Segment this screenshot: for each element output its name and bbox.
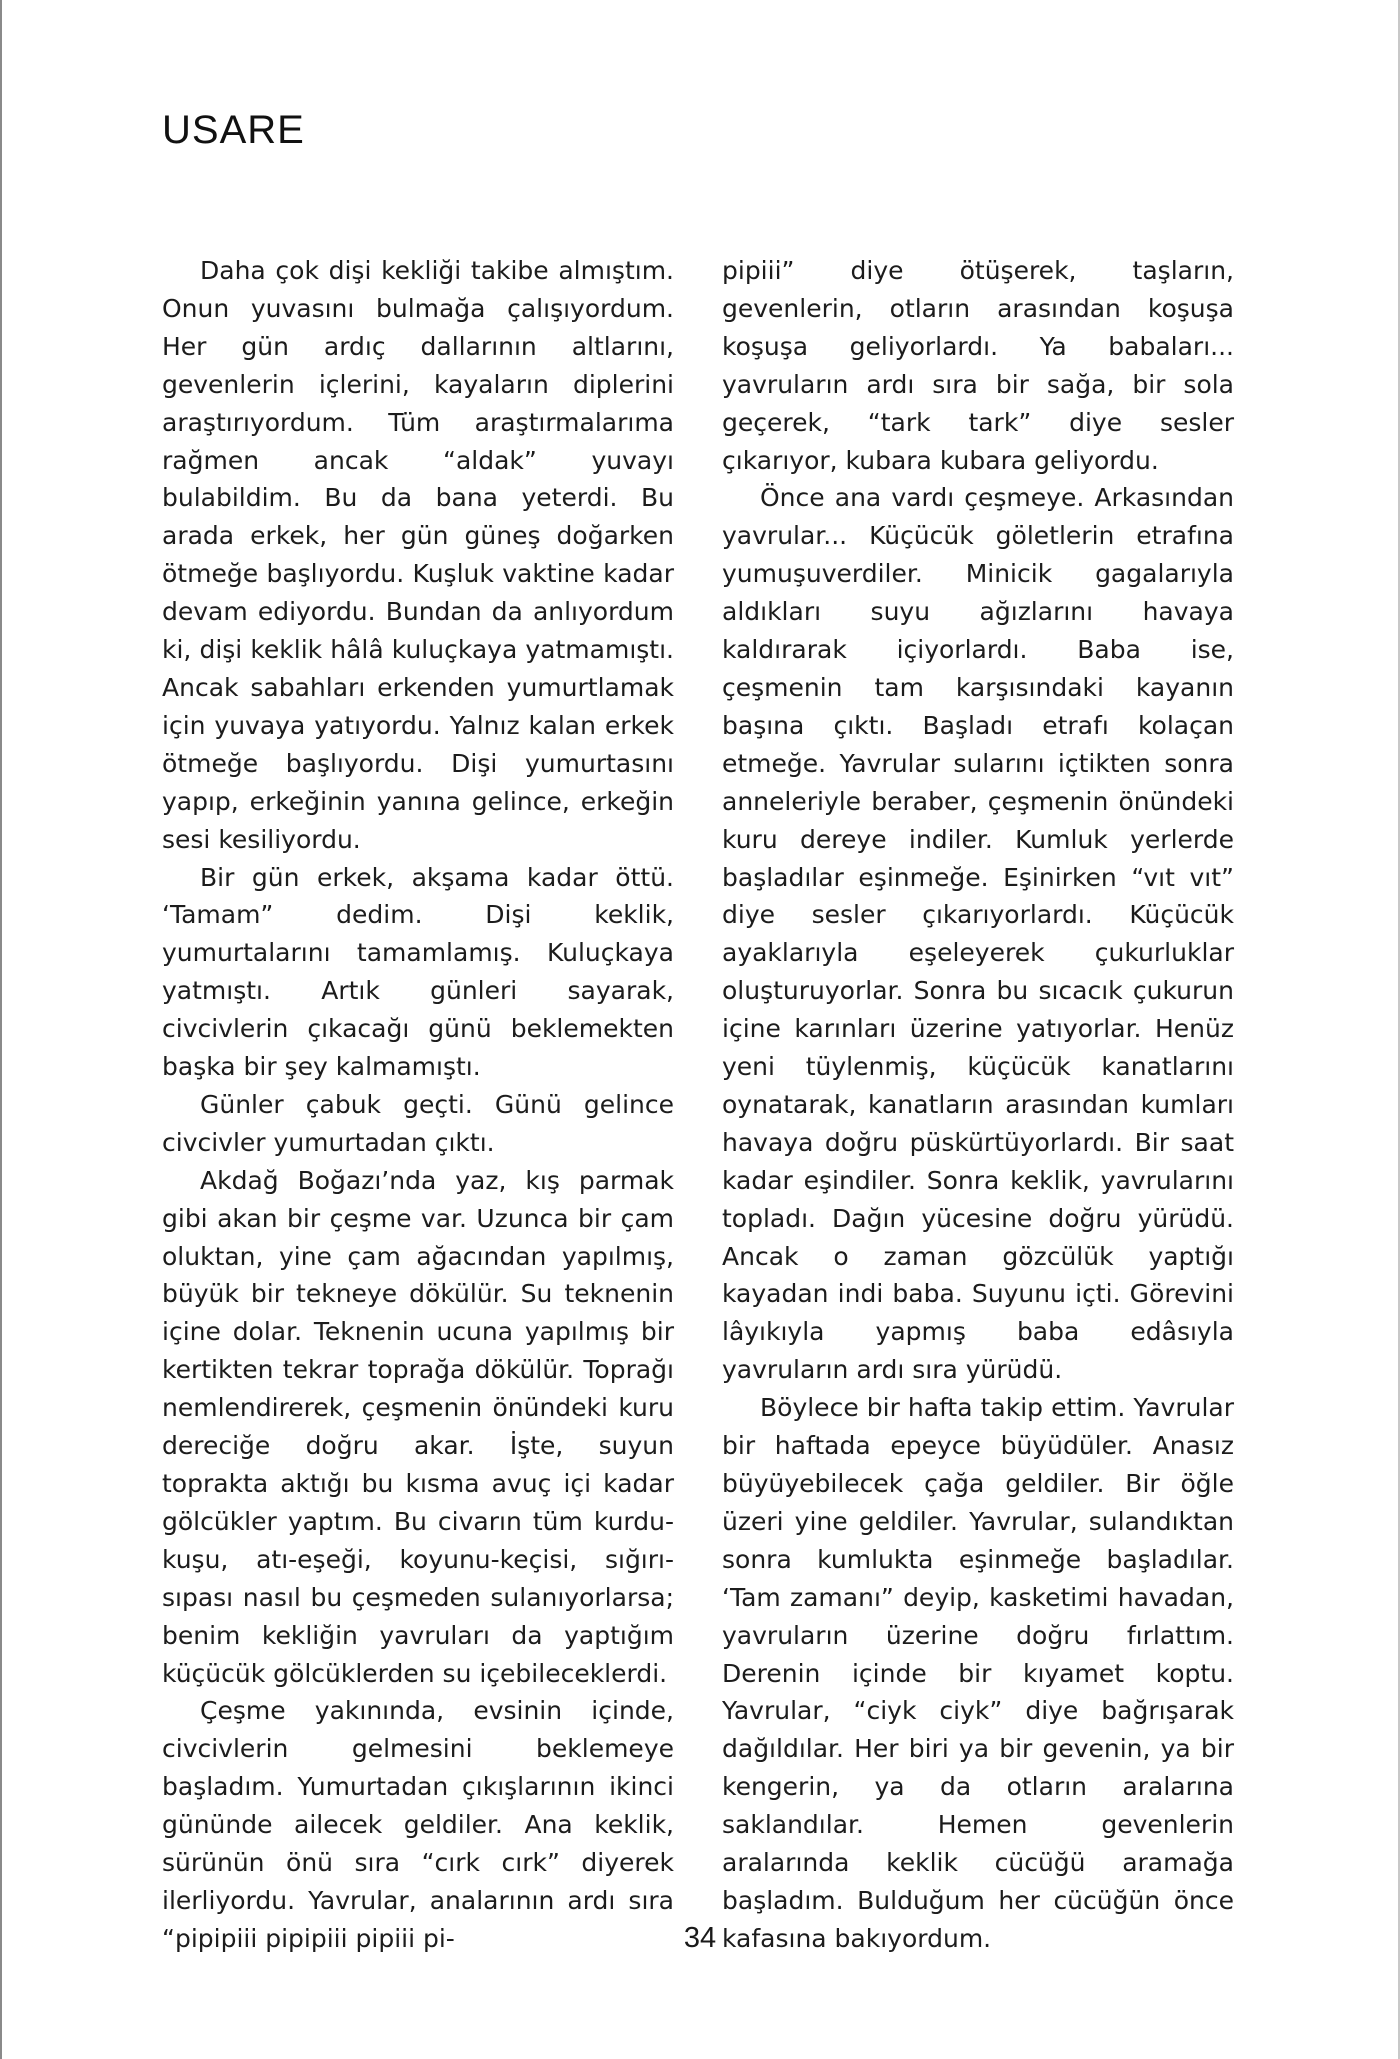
left-column: [162, 252, 674, 1958]
paragraph: Önce ana vardı çeşmeye. Arkasından yavrular... Küçücük göletlerin etrafına yumuşuverdiler. Minicik gagalarıyla aldıkları suyu ağızlarını havaya kaldırarak içiyorlardı. Baba ise, çeşmenin tam karşısındaki kayanın başına çıktı. Başladı etrafı kolaçan etmeğe. Yavrular sularını içtikten sonra anneleriyle beraber, çeşmenin önündeki kuru dereye indiler. Kumluk yerlerde başladılar eşinmeğe. Eşinirken “vıt vıt” diye sesler çıkarıyorlardı. Küçücük ayaklarıyla eşeleyerek çukurluklar oluşturuyorlar. Sonra bu sıcacık çukurun içine karınları üzerine yatıyorlar. Henüz yeni tüylenmiş, küçücük kanatlarını oynatarak, kanatların arasından kumları havaya doğru püskürtüyorlardı. Bir saat kadar eşindiler. Sonra keklik, yavrularını topladı. Dağın yücesine doğru yürüdü. Ancak o zaman gözcülük yaptığı kayadan indi baba. Suyunu içti. Görevini lâyıkıyla yapmış baba edâsıyla yavruların ardı sıra yürüdü.: [722, 483, 1234, 1385]
paragraph: Bir gün erkek, akşama kadar öttü. ‘Tamam” dedim. Dişi keklik, yumurtalarını tamamlamış. Kuluçkaya yatmıştı. Artık günleri sayarak, civcivlerin çıkacağı günü beklemekten başka bir şey kalmamıştı.: [162, 862, 674, 1082]
paragraph: Böylece bir hafta takip ettim. Yavrular bir haftada epeyce büyüdüler. Anasız büyüyebilecek çağa geldiler. Bir öğle üzeri yine geldiler. Yavrular, sulandıktan sonra kumlukta eşinmeğe başladılar. ‘Tam zamanı” deyip, kasketimi havadan, yavruların üzerine doğru fırlattım. Derenin içinde bir kıyamet koptu. Yavrular, “ciyk ciyk” diye bağrışarak dağıldılar. Her biri ya bir gevenin, ya bir kengerin, ya da otların aralarına saklandılar. Hemen gevenlerin aralarında keklik cücüğü aramağa başladım. Bulduğum her cücüğün önce kafasına bakıyordum.: [722, 1393, 1234, 1953]
paragraph: Akdağ Boğazı’nda yaz, kış parmak gibi akan bir çeşme var. Uzunca bir çam oluktan, yine çam ağacından yapılmış, büyük bir tekneye dökülür. Su teknenin içine dolar. Teknenin ucuna yapılmış bir kertikten tekrar toprağa dökülür. Toprağı nemlendirerek, çeşmenin önündeki kuru dereciğe doğru akar. İşte, suyun toprakta aktığı bu kısma avuç içi kadar gölcükler yaptım. Bu civarın tüm kurdu-kuşu, atı-eşeği, koyunu-keçisi, sığırı-sıpası nasıl bu çeşmeden sulanıyorlarsa; benim kekliğin yavruları da yaptığım küçücük gölcüklerden su içebileceklerdi.: [162, 1165, 674, 1688]
paragraph: pipiii” diye ötüşerek, taşların, gevenlerin, otların arasından koşuşa koşuşa geliyorlardı. Ya babaları... yavruların ardı sıra bir sağa, bir sola geçerek, “tark tark” diye sesler çıkarıyor, kubara kubara geliyordu.: [722, 256, 1234, 475]
paragraph: Günler çabuk geçti. Günü gelince civcivler yumurtadan çıktı.: [162, 1089, 674, 1157]
paragraph: Çeşme yakınında, evsinin içinde, civcivlerin gelmesini beklemeye başladım. Yumurtadan çıkışlarının ikinci gününde ailecek geldiler. Ana keklik, sürünün önü sıra “cırk cırk” diyerek ilerliyordu. Yavrular, analarının ardı sıra “pipipiii pipipiii pipiii pi-: [162, 1696, 674, 1953]
paragraph: Daha çok dişi kekliği takibe almıştım. Onun yuvasını bulmağa çalışıyordum. Her gün ardıç dallarının altlarını, gevenlerin içlerini, kayaların diplerini araştırıyordum. Tüm araştırmalarıma rağmen ancak “aldak” yuvayı bulabildim. Bu da bana yeterdi. Bu arada erkek, her gün güneş doğarken ötmeğe başlıyordu. Kuşluk vaktine kadar devam ediyordu. Bundan da anlıyordum ki, dişi keklik hâlâ kuluçkaya yatmamıştı. Ancak sabahları erkenden yumurtlamak için yuvaya yatıyordu. Yalnız kalan erkek ötmeğe başlıyordu. Dişi yumurtasını yapıp, erkeğinin yanına gelince, erkeğin sesi kesiliyordu.: [162, 256, 674, 854]
running-header-title: USARE: [162, 108, 305, 152]
page-number: 34: [683, 1922, 717, 1954]
right-column: [722, 252, 1234, 1958]
